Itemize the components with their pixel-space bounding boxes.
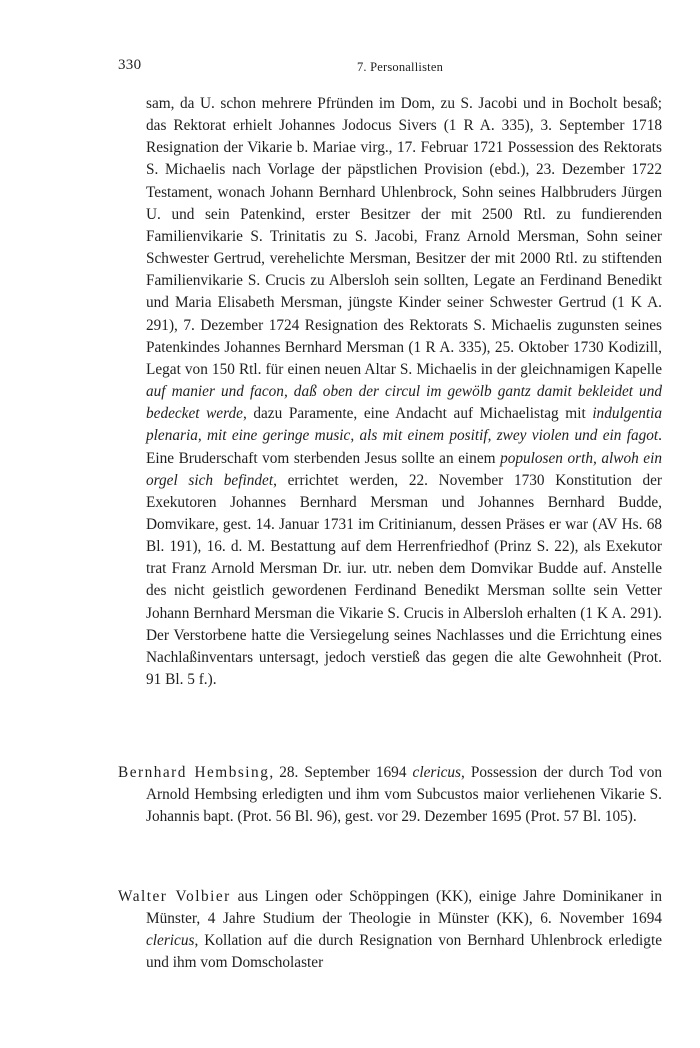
entry-hembsing [118, 762, 662, 828]
quoted-segment: populosen orth, alwoh ein orgel sich befindet [146, 449, 662, 489]
quoted-segment: clericus [412, 764, 461, 781]
text-segment: sam, da U. schon mehrere Pfründen im Dom, zu S. Jacobi und in Bocholt besaß; das Rektorat erhielt Johannes Jodocus Sivers (1 R A. 335), 3. September 1718 Resignation der Vikarie b. Mariae virg., 17. Februar 1721 Possession des Rektorats S. Michaelis nach Vorlage der päpstlichen Provision (ebd.), 23. Dezember 1722 Testament, wonach Johann Bernhard Uhlenbrock, Sohn seines Halbbruders Jürgen U. und sein Patenkind, erster Besitzer der mit 2500 Rtl. zu fundierenden Familienvikarie S. Trinitatis zu S. Jacobi, Franz Arnold Mersman, Sohn seiner Schwester Gertrud, verehelichte Mersman, Besitzer der mit 2000 Rtl. zu stiftenden Familienvikarie S. Crucis zu Albersloh sein sollten, Legate an Ferdinand Benedikt und Maria Elisabeth Mersman, jüngste Kinder seiner Schwester Gertrud (1 K A. 291), 7. Dezember 1724 Resignation des Rektorats S. Michaelis zugunsten seines Patenkindes Johannes Bernhard Mersman (1 R A. 335), 25. Oktober 1730 Kodizill, Legat von 150 Rtl. für einen neuen Altar S. Michaelis in der gleichnamigen Kapelle [146, 95, 662, 378]
entry-name: Bernhard Hembsing [118, 764, 270, 781]
text-segment: aus Lingen oder Schöppingen (KK), einige Jahre Dominikaner in Münster, 4 Jahre Studium der Theologie in Münster (KK), 6. November 1694 [146, 888, 662, 928]
quoted-segment: indulgentia plenaria, mit eine geringe music, als mit einem positif, zwey violen und ein fagot [146, 405, 662, 445]
page-number: 330 [118, 57, 142, 73]
text-segment: . Eine Bruderschaft vom sterbenden Jesus sollte an einem [146, 427, 662, 467]
running-head: 7. Personallisten [356, 60, 444, 74]
text-segment: , Kollation auf die durch Resignation von Bernhard Uhlenbrock erledigte und ihm vom Domscholaster [146, 932, 662, 972]
text-segment: , 28. September 1694 [269, 764, 413, 781]
text-segment: , errichtet werden, 22. November 1730 Konstitution der Exekutoren Johannes Bernhard Mersman und Johannes Bernhard Budde, Domvikare, gest. 14. Januar 1731 im Critinianum, dessen Präses er war (AV Hs. 68 Bl. 191), 16. d. M. Bestattung auf dem Herrenfriedhof (Prinz S. 22), als Exekutor trat Franz Arnold Mersman Dr. iur. utr. neben dem Domvikar Budde auf. Anstelle des nicht geistlich gewordenen Ferdinand Benedikt Mersman sollte sein Vetter Johann Bernhard Mersman die Vikarie S. Crucis in Albersloh erhalten (1 K A. 291). Der Verstorbene hatte die Versiegelung seines Nachlasses und die Errichtung eines Nachlaßinventars untersagt, jedoch verstieß das gegen die alte Gewohnheit (Prot. 91 Bl. 5 f.). [146, 471, 662, 689]
entry-name: Walter Volbier [118, 888, 231, 905]
quoted-segment: clericus [146, 932, 195, 950]
quoted-segment: auf manier und facon, daß oben der circul im gewölb gantz damit bekleidet und bedecket werde [146, 383, 662, 423]
text-segment: , Possession der durch Tod von Arnold Hembsing erledigten und ihm vom Subcustos maior verliehenen Vikarie S. Johannis bapt. (Prot. 56 Bl. 96), gest. vor 29. Dezember 1695 (Prot. 57 Bl. 105). [146, 764, 662, 826]
entry-volbier [118, 886, 662, 975]
continued-entry-text [146, 93, 662, 691]
text-segment: , dazu Paramente, eine Andacht auf Michaelistag mit [242, 405, 593, 423]
